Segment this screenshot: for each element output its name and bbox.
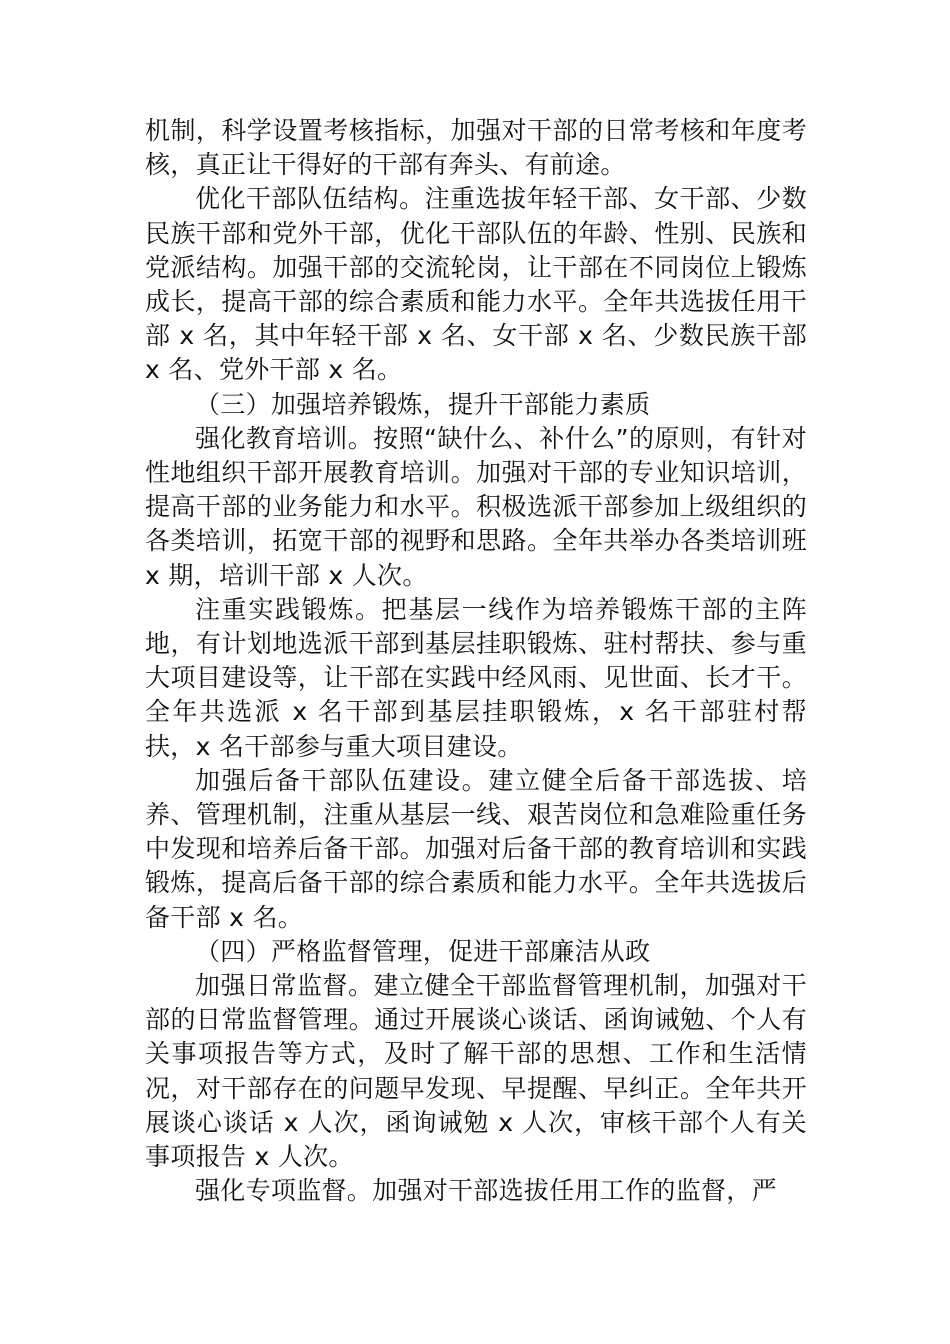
paragraph-education-training: 强化教育培训。按照“缺什么、补什么”的原则，有针对性地组织干部开展教育培训。加强对干部的专业知识培训，提高干部的业务能力和水平。积极选派干部参加上级组织的各类培训，拓宽干部的视野和思路。全年共举办各类培训班 x 期，培训干部 x 人次。 bbox=[145, 423, 807, 590]
paragraph-practice-training: 注重实践锻炼。把基层一线作为培养锻炼干部的主阵地，有计划地选派干部到基层挂职锻炼、驻村帮扶、参与重大项目建设等，让干部在实践中经风雨、见世面、长才干。全年共选派 x 名干部到基层挂职锻炼，x 名干部驻村帮扶，x 名干部参与重大项目建设。 bbox=[145, 594, 807, 761]
paragraph-daily-supervision: 加强日常监督。建立健全干部监督管理机制，加强对干部的日常监督管理。通过开展谈心谈话、函询诫勉、个人有关事项报告等方式，及时了解干部的思想、工作和生活情况，对干部存在的问题早发现、早提醒、早纠正。全年共开展谈心谈话 x 人次，函询诫勉 x 人次，审核干部个人有关事项报告 x 人次。 bbox=[145, 971, 807, 1172]
paragraph-continuation: 机制，科学设置考核指标，加强对干部的日常考核和年度考核，真正让干得好的干部有奔头、有前途。 bbox=[145, 116, 807, 180]
paragraph-reserve-cadres: 加强后备干部队伍建设。建立健全后备干部选拔、培养、管理机制，注重从基层一线、艰苦岗位和急难险重任务中发现和培养后备干部。加强对后备干部的教育培训和实践锻炼，提高后备干部的综合素质和能力水平。全年共选拔后备干部 x 名。 bbox=[145, 765, 807, 932]
paragraph-optimize-cadre-structure: 优化干部队伍结构。注重选拔年轻干部、女干部、少数民族干部和党外干部，优化干部队伍的年龄、性别、民族和党派结构。加强干部的交流轮岗，让干部在不同岗位上锻炼成长，提高干部的综合素质和能力水平。全年共选拔任用干部 x 名，其中年轻干部 x 名、女干部 x 名、少数民族干部 x 名、党外干部 x 名。 bbox=[145, 184, 807, 385]
section-heading-four: （四）严格监督管理，促进干部廉洁从政 bbox=[195, 936, 651, 966]
paragraph-special-supervision: 强化专项监督。加强对干部选拔任用工作的监督，严 bbox=[195, 1176, 777, 1206]
section-heading-three: （三）加强培养锻炼，提升干部能力素质 bbox=[195, 389, 651, 419]
document-body bbox=[145, 114, 807, 1209]
